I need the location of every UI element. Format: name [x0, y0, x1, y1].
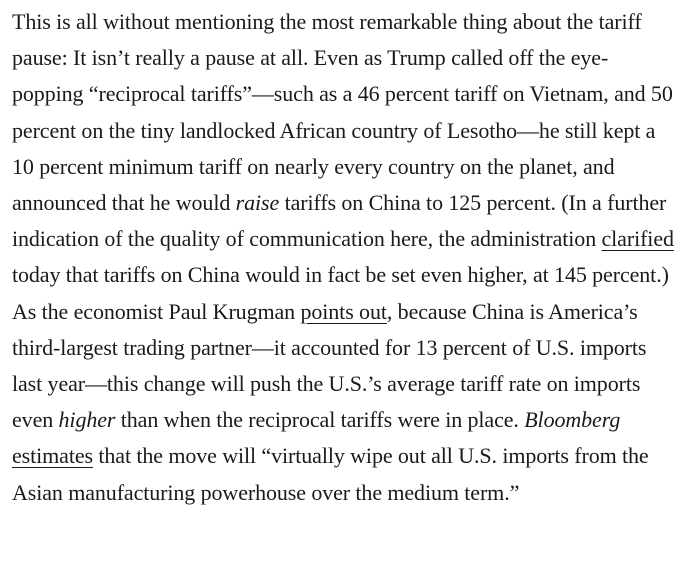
emphasis-higher: higher: [58, 407, 116, 433]
paragraph-text: This is all without mentioning the most remarkable thing about the tariff pause: It isn’t really a pause at all. Even as Trump called off the eye-popping “reciprocal tariffs”—such as a 46 percent tariff on Vietnam, and 50 percent on the tiny landlocked African country of Lesotho—he still kept a 10 percent minimum tariff on nearly every country on the planet, and announced that he would: [12, 9, 673, 216]
paragraph-text: today that tariffs on China would in fact be set even higher, at 145 percent.) As the economist Paul Krugman: [12, 262, 669, 324]
link-points-out[interactable]: points out: [300, 298, 387, 324]
paragraph-text: than when the reciprocal tariffs were in place.: [115, 407, 525, 433]
link-clarified[interactable]: clarified: [601, 226, 674, 252]
article-paragraph: [12, 4, 674, 511]
paragraph-text: , because China is America’s third-largest trading partner—it accounted for 13 percent of U.S. imports last year—this change will push the U.S.’s average tariff rate on imports even: [12, 298, 647, 433]
link-estimates[interactable]: estimates: [12, 443, 93, 469]
paragraph-text: that the move will “virtually wipe out all U.S. imports from the Asian manufacturing powerhouse over the medium term.”: [12, 443, 649, 505]
paragraph-text: tariffs on China to 125 percent. (In a further indication of the quality of communication here, the administration: [12, 190, 667, 252]
emphasis-raise: raise: [235, 190, 280, 216]
publication-name-bloomberg: Bloomberg: [524, 407, 621, 433]
